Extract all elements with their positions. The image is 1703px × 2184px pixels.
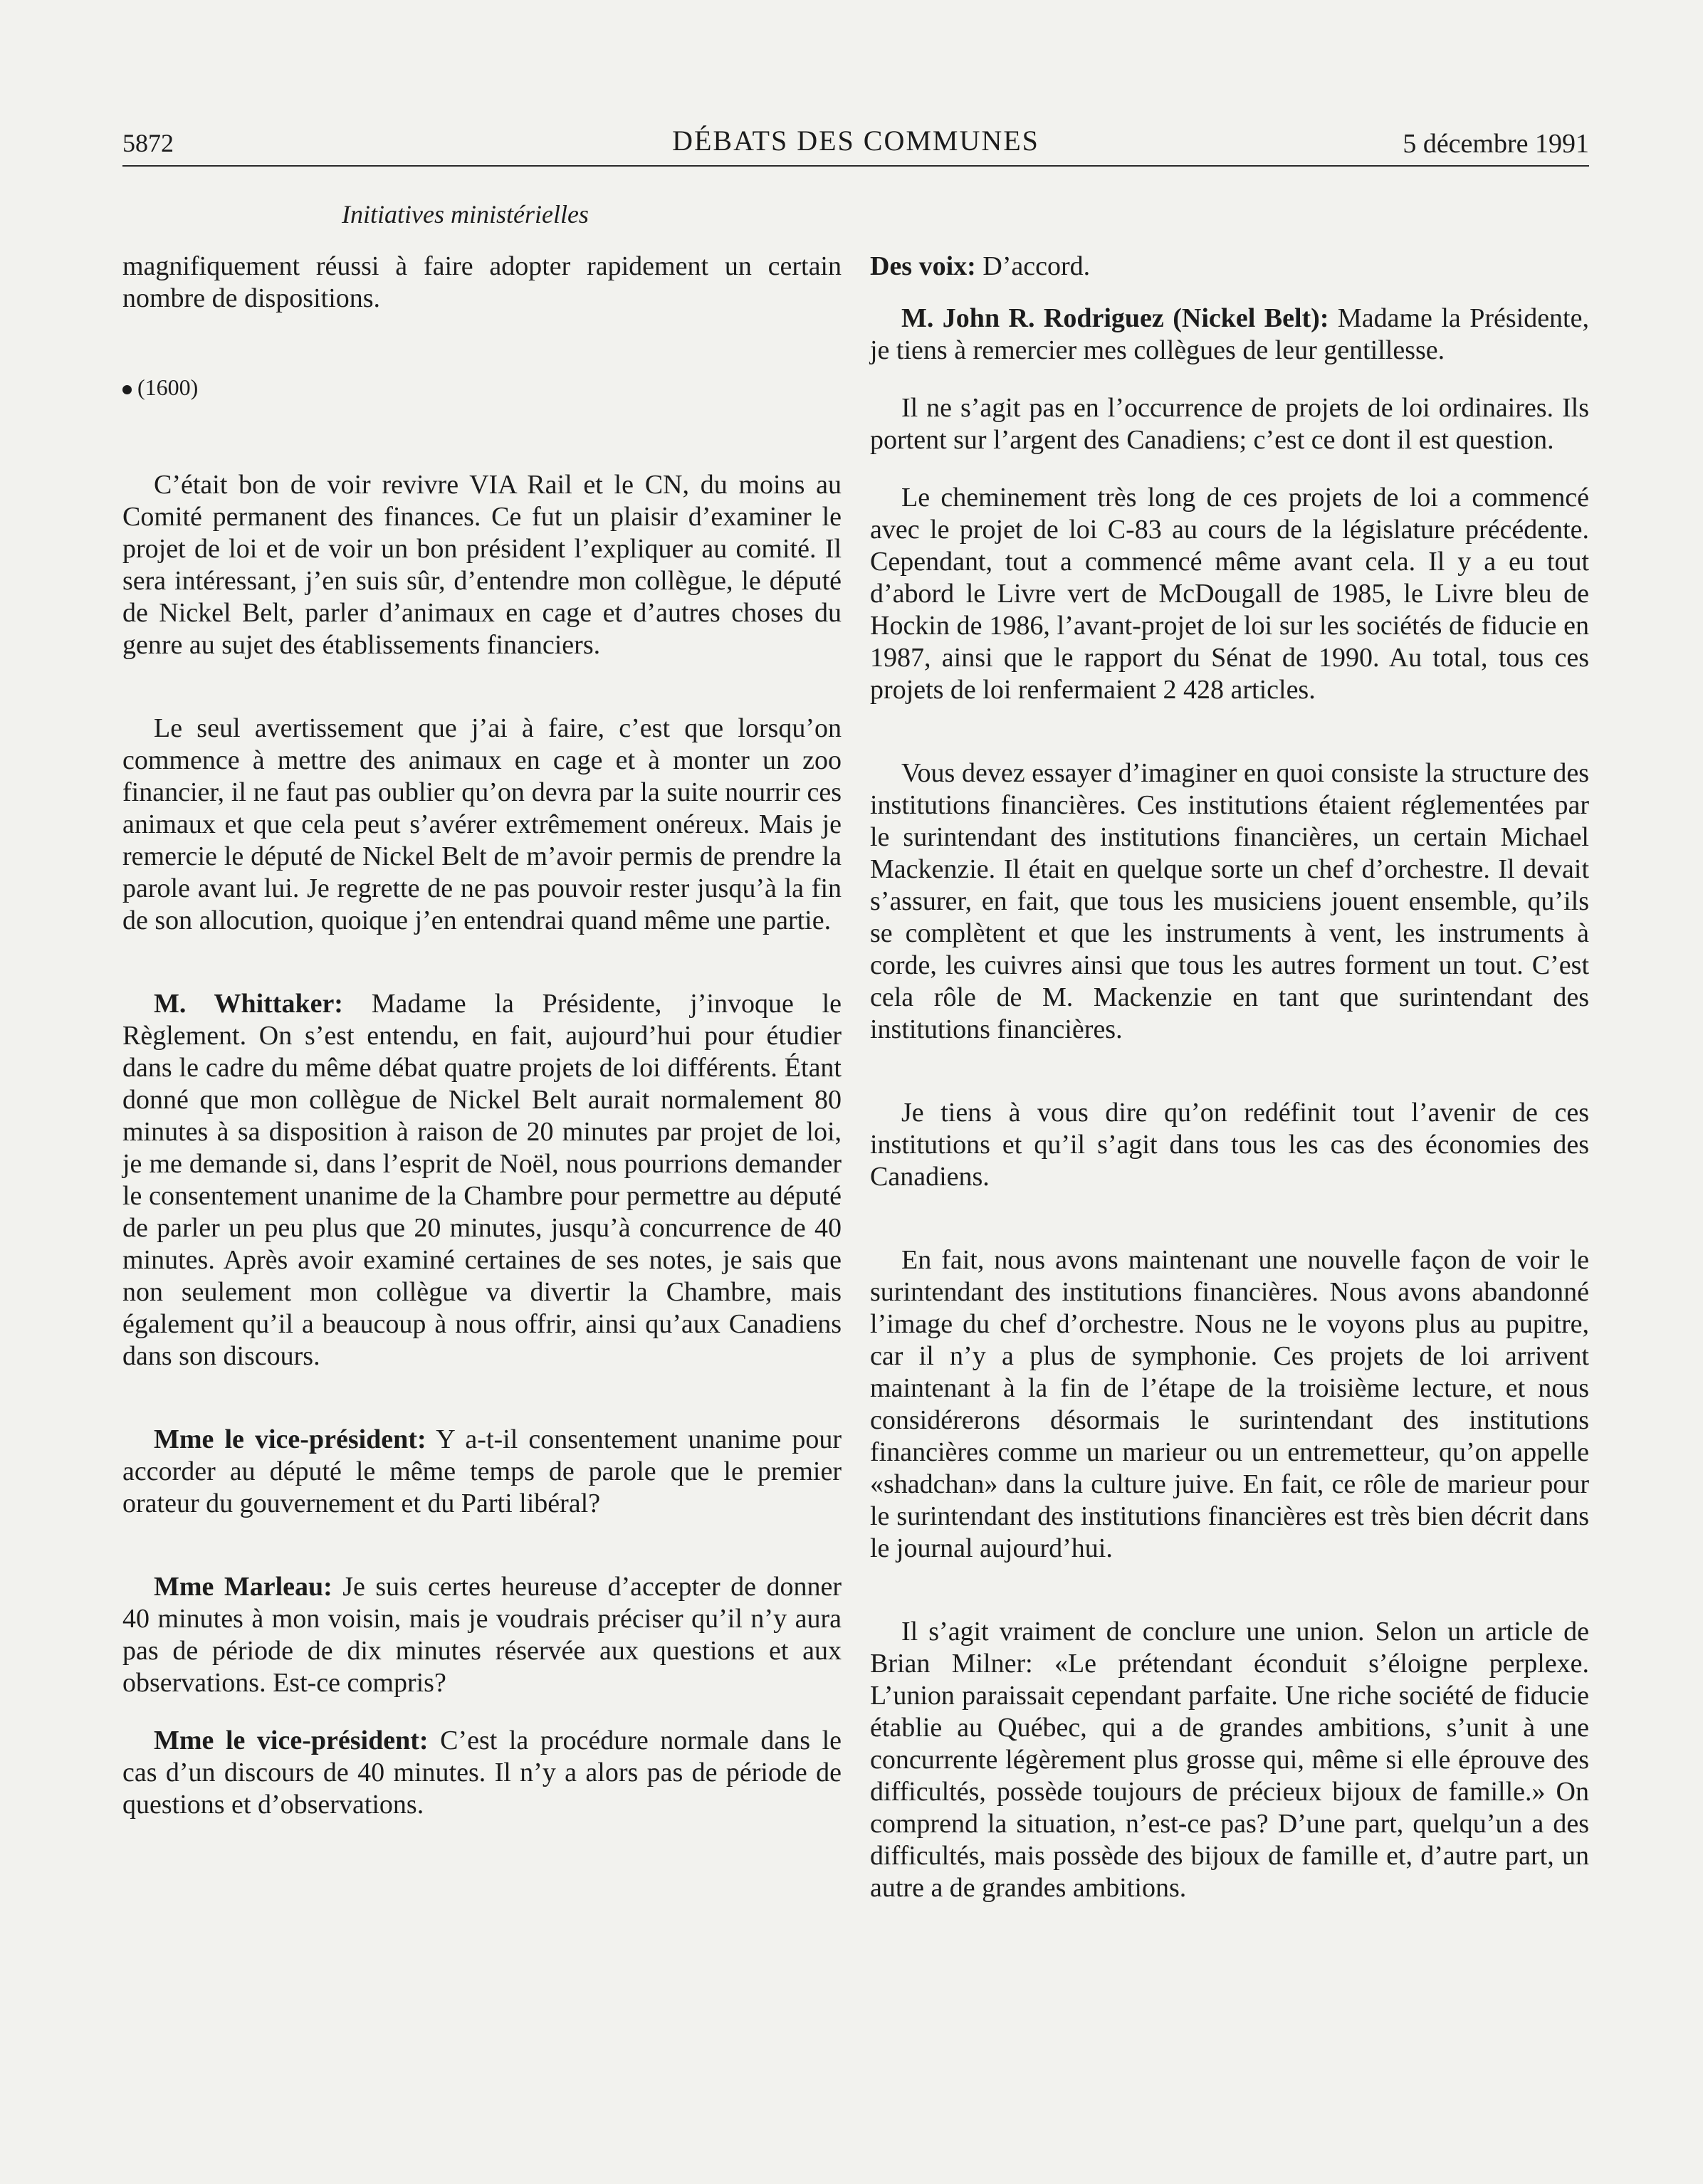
publication-date: 5 décembre 1991 bbox=[1403, 129, 1589, 159]
right-column bbox=[870, 251, 1589, 1930]
paragraph: C’était bon de voir revivre VIA Rail et le CN, du moins au Comité permanent des finances. Ce fut un plaisir d’examiner le projet de loi et de voir un bon président l’expliquer au comité. Il sera intéressant, j’en suis sûr, d’entendre mon collègue, le député de Nickel Belt, parler d’animaux en cage et d’autres choses du genre au sujet des établissements financiers. bbox=[122, 470, 842, 660]
speaker-name: M. Whittaker: bbox=[154, 989, 343, 1019]
speech-text: D’accord. bbox=[975, 251, 1091, 281]
paragraph: Le seul avertissement que j’ai à faire, c’est que lorsqu’on commence à mettre des animaux en cage et à monter un zoo financier, il ne faut pas oublier qu’on devra par la suite nourrir ces animaux et que cela peut s’avérer extrêmement onéreux. Mais je remercie le député de Nickel Belt de m’avoir permis de prendre la parole avant lui. Je regrette de ne pas pouvoir rester jusqu’à la fin de son allocution, quoique j’en entendrai quand même une partie. bbox=[122, 713, 842, 935]
time-stamp bbox=[122, 372, 842, 404]
paragraph: magnifiquement réussi à faire adopter rapidement un certain nombre de dispositions. bbox=[122, 251, 842, 313]
page-number: 5872 bbox=[122, 129, 174, 157]
speaker-name: M. John R. Rodriguez (Nickel Belt): bbox=[901, 303, 1329, 333]
bullet-icon bbox=[122, 385, 132, 394]
speech-paragraph bbox=[122, 1725, 842, 1821]
paragraph: Vous devez essayer d’imaginer en quoi consiste la structure des institutions financières. Ces institutions étaient réglementées par le surintendant des institutions financières, un certain Michael Mackenzie. Il était en quelque sorte un chef d’orchestre. Il devait s’assurer, en fait, que tous les musiciens jouent ensemble, qu’ils se complètent et que les instruments à vent, les instruments à corde, les cuivres ainsi que tous les autres forment un tout. C’est cela rôle de M. Mackenzie en tant que surintendant des institutions financières. bbox=[870, 758, 1589, 1044]
speech-text: C’est la procédure normale dans le cas d’un discours de 40 minutes. Il n’y a alors pas de période de questions et d’observations. bbox=[122, 1726, 842, 1820]
speech-paragraph bbox=[122, 1424, 842, 1520]
paragraph: Il s’agit vraiment de conclure une union. Selon un article de Brian Milner: «Le prétendant éconduit s’éloigne perplexe. L’union paraissait cependant parfaite. Une riche société de fiducie établie au Québec, qui a de grandes ambitions, s’unit à une concurrente légèrement plus grosse qui, même si elle éprouve des difficultés, possède toujours de précieux bijoux de famille.» On comprend la situation, n’est-ce pas? D’une part, quelqu’un a des difficultés, mais possède des bijoux de famille et, d’autre part, un autre a de grandes ambitions. bbox=[870, 1617, 1589, 1903]
speech-paragraph bbox=[122, 988, 842, 1372]
speaker-name: Mme Marleau: bbox=[154, 1572, 332, 1602]
speech-paragraph bbox=[122, 1571, 842, 1699]
paragraph: Le cheminement très long de ces projets de loi a commencé avec le projet de loi C-83 au cours de la législature précédente. Cependant, tout a commencé même avant cela. Il y a eu tout d’abord le Livre vert de McDougall de 1985, le Livre bleu de Hockin de 1986, l’avant-projet de loi sur les sociétés de fiducie en 1987, ainsi que le rapport du Sénat de 1990. Au total, tous ces projets de loi renfermaient 2 428 articles. bbox=[870, 483, 1589, 705]
speech-text: Madame la Présidente, j’invoque le Règlement. On s’est entendu, en fait, aujourd’hui pour étudier dans le cadre du même débat quatre projets de loi différents. Étant donné que mon collègue de Nickel Belt aurait normalement 80 minutes à sa disposition à raison de 20 minutes par projet de loi, je me demande si, dans l’esprit de Noël, nous pourrions demander le consentement unanime de la Chambre pour permettre au député de parler un peu plus que 20 minutes, jusqu’à concurrence de 40 minutes. Après avoir examiné certaines de ses notes, je sais que non seulement mon collègue va divertir la Chambre, mais également qu’il a beaucoup à nous offrir, ainsi qu’aux Canadiens dans son discours. bbox=[122, 989, 842, 1371]
speech-text: Y a-t-il consentement unanime pour accorder au député le même temps de parole que le premier orateur du gouvernement et du Parti libéral? bbox=[122, 1424, 842, 1518]
speaker-name: Mme le vice-président: bbox=[154, 1424, 426, 1454]
speaker-name: Mme le vice-président: bbox=[154, 1726, 429, 1755]
paragraph: Il ne s’agit pas en l’occurrence de projets de loi ordinaires. Ils portent sur l’argent des Canadiens; c’est ce dont il est question. bbox=[870, 393, 1589, 455]
paragraph: En fait, nous avons maintenant une nouvelle façon de voir le surintendant des institutions financières. Nous avons abandonné l’image du chef d’orchestre. Nous ne le voyons plus au pupitre, car il n’y a plus de symphonie. Ces projets de loi arrivent maintenant à la fin de l’étape de la troisième lecture, et nous considérerons désormais le surintendant des institutions financières comme un marieur ou un entremetteur, qu’on appelle «shadchan» dans la culture juive. En fait, ce rôle de marieur pour le surintendant des institutions financières est très bien décrit dans le journal aujourd’hui. bbox=[870, 1245, 1589, 1563]
time-stamp-text: (1600) bbox=[137, 374, 199, 400]
paragraph: Je tiens à vous dire qu’on redéfinit tout l’avenir de ces institutions et qu’il s’agit dans tous les cas des économies des Canadiens. bbox=[870, 1098, 1589, 1192]
speaker-name: Des voix: bbox=[870, 251, 976, 281]
speech-paragraph bbox=[870, 251, 1589, 283]
section-title: Initiatives ministérielles bbox=[342, 200, 589, 229]
page-header bbox=[122, 122, 1589, 167]
speech-text: Madame la Présidente, je tiens à remercier mes collègues de leur gentillesse. bbox=[870, 303, 1589, 365]
speech-text: Je suis certes heureuse d’accepter de donner 40 minutes à mon voisin, mais je voudrais préciser qu’il n’y aura pas de période de dix minutes réservée aux questions et aux observations. Est-ce compris? bbox=[122, 1572, 842, 1698]
journal-title: DÉBATS DES COMMUNES bbox=[672, 125, 1039, 157]
left-column bbox=[122, 251, 842, 1847]
speech-paragraph bbox=[870, 303, 1589, 367]
